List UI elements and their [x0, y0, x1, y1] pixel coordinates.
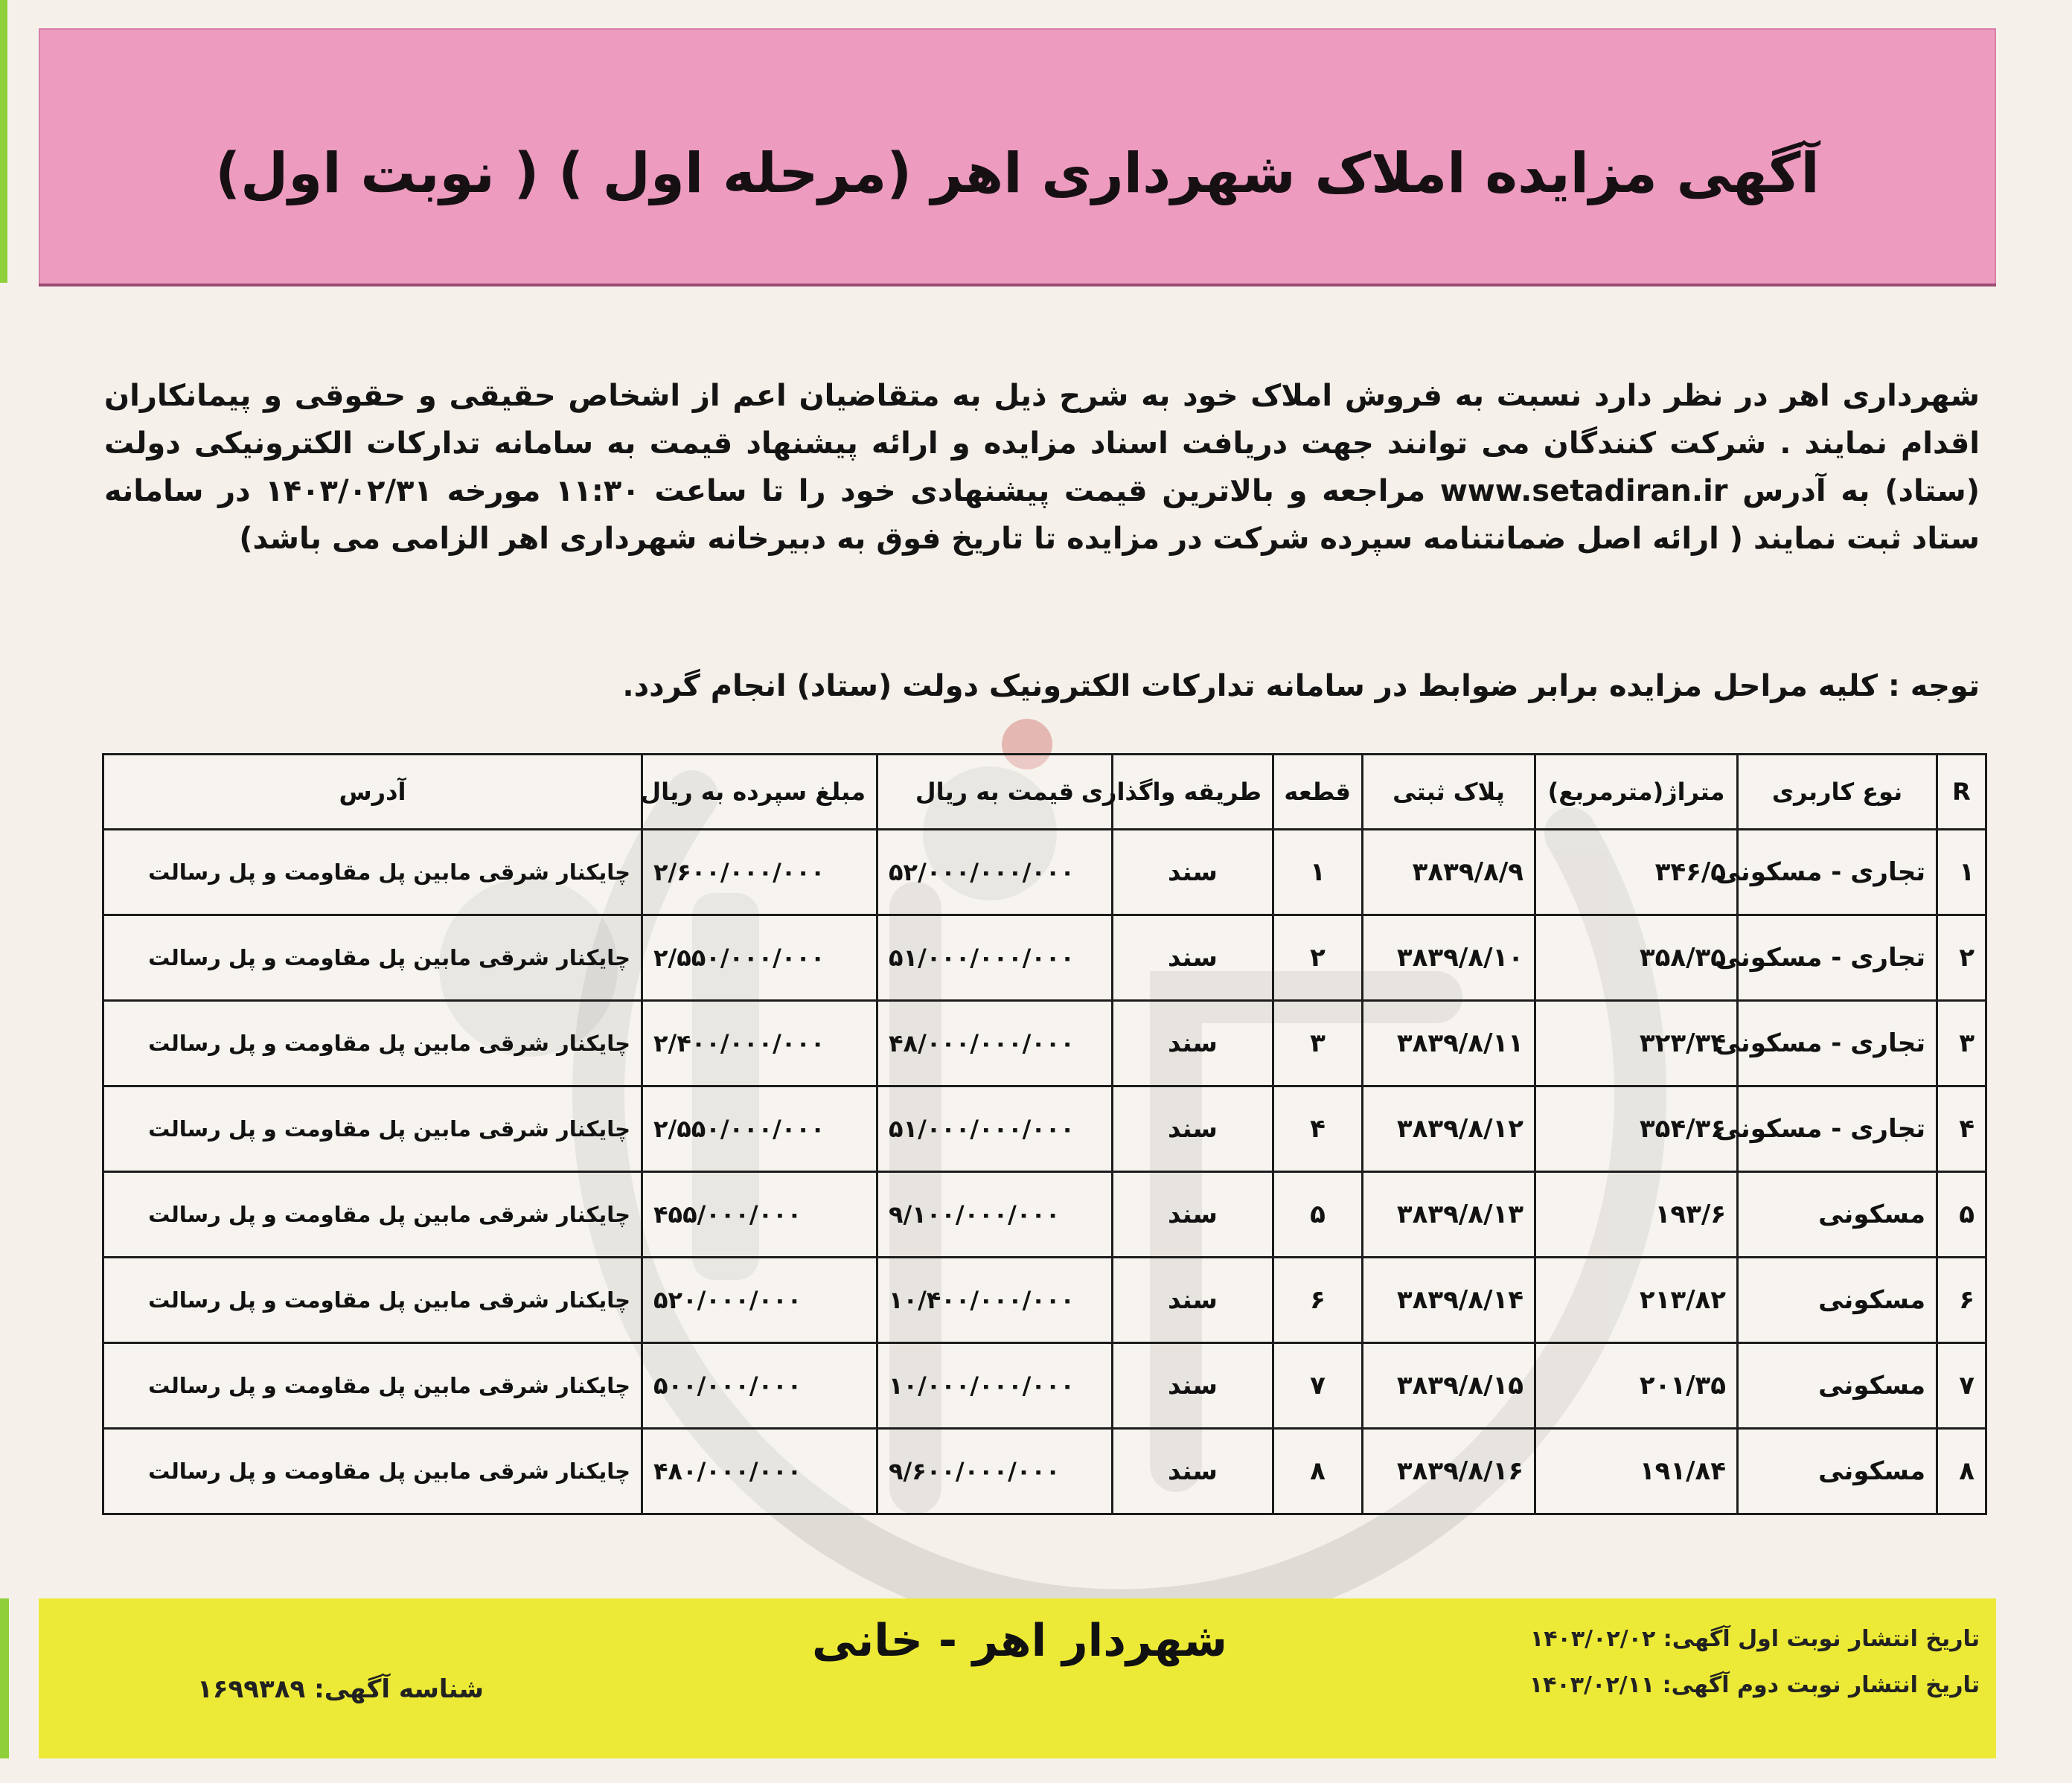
cell-price: ۱۰/۴۰۰/۰۰۰/۰۰۰ — [877, 1258, 1113, 1343]
cell-price: ۱۰/۰۰۰/۰۰۰/۰۰۰ — [877, 1343, 1113, 1429]
cell-plaque: ۳۸۳۹/۸/۹ — [1363, 830, 1535, 915]
cell-usage: تجاری - مسکونی — [1738, 830, 1937, 915]
cell-deposit: ۴۸۰/۰۰۰/۰۰۰ — [642, 1429, 877, 1514]
table-row — [103, 1343, 1986, 1429]
cell-lot: ۸ — [1273, 1429, 1363, 1514]
cell-address: چایکنار شرقی مابین پل مقاومت و پل رسالت — [103, 1172, 642, 1258]
table-row — [103, 1258, 1986, 1343]
auction-table-wrapper — [104, 753, 1987, 1515]
cell-price: ۵۱/۰۰۰/۰۰۰/۰۰۰ — [877, 915, 1113, 1001]
publication-date-second: تاریخ انتشار نوبت دوم آگهی: ۱۴۰۳/۰۲/۱۱ — [1529, 1672, 1980, 1698]
cell-r: ۶ — [1937, 1258, 1986, 1343]
cell-area: ۳۵۸/۳۵ — [1535, 915, 1738, 1001]
cell-method: سند — [1113, 1001, 1273, 1086]
cell-lot: ۴ — [1273, 1086, 1363, 1172]
cell-r: ۱ — [1937, 830, 1986, 915]
header-plaque: پلاک ثبتی — [1363, 755, 1535, 830]
cell-r: ۴ — [1937, 1086, 1986, 1172]
header-usage: نوع کاربری — [1738, 755, 1937, 830]
cell-plaque: ۳۸۳۹/۸/۱۶ — [1363, 1429, 1535, 1514]
cell-deposit: ۴۵۵/۰۰۰/۰۰۰ — [642, 1172, 877, 1258]
cell-method: سند — [1113, 915, 1273, 1001]
cell-r: ۳ — [1937, 1001, 1986, 1086]
cell-address: چایکنار شرقی مابین پل مقاومت و پل رسالت — [103, 1343, 642, 1429]
cell-lot: ۱ — [1273, 830, 1363, 915]
cell-address: چایکنار شرقی مابین پل مقاومت و پل رسالت — [103, 830, 642, 915]
header-price: قیمت به ریال — [877, 755, 1113, 830]
table-row — [103, 1429, 1986, 1514]
cell-usage: مسکونی — [1738, 1343, 1937, 1429]
accent-strip-top — [0, 0, 7, 283]
cell-address: چایکنار شرقی مابین پل مقاومت و پل رسالت — [103, 915, 642, 1001]
cell-deposit: ۵۰۰/۰۰۰/۰۰۰ — [642, 1343, 877, 1429]
cell-price: ۹/۶۰۰/۰۰۰/۰۰۰ — [877, 1429, 1113, 1514]
cell-usage: تجاری - مسکونی — [1738, 1001, 1937, 1086]
header-rule — [39, 284, 1996, 287]
cell-usage: مسکونی — [1738, 1429, 1937, 1514]
cell-deposit: ۲/۶۰۰/۰۰۰/۰۰۰ — [642, 830, 877, 915]
cell-plaque: ۳۸۳۹/۸/۱۱ — [1363, 1001, 1535, 1086]
cell-address: چایکنار شرقی مابین پل مقاومت و پل رسالت — [103, 1086, 642, 1172]
cell-usage: مسکونی — [1738, 1172, 1937, 1258]
cell-deposit: ۲/۵۵۰/۰۰۰/۰۰۰ — [642, 1086, 877, 1172]
auction-table-body — [103, 830, 1986, 1514]
cell-plaque: ۳۸۳۹/۸/۱۵ — [1363, 1343, 1535, 1429]
cell-lot: ۷ — [1273, 1343, 1363, 1429]
header-deposit: مبلغ سپرده به ریال — [642, 755, 877, 830]
intro-paragraph — [104, 372, 1980, 563]
cell-area: ۲۰۱/۳۵ — [1535, 1343, 1738, 1429]
accent-strip-bottom — [0, 1598, 9, 1758]
cell-r: ۷ — [1937, 1343, 1986, 1429]
table-row — [103, 1001, 1986, 1086]
cell-method: سند — [1113, 1086, 1273, 1172]
cell-method: سند — [1113, 1429, 1273, 1514]
header-lot: قطعه — [1273, 755, 1363, 830]
cell-address: چایکنار شرقی مابین پل مقاومت و پل رسالت — [103, 1429, 642, 1514]
table-row — [103, 1172, 1986, 1258]
cell-method: سند — [1113, 1258, 1273, 1343]
mayor-signature: شهردار اهر - خانی — [812, 1615, 1227, 1667]
header-r: R — [1937, 755, 1986, 830]
note-line: توجه : کلیه مراحل مزایده برابر ضوابط در سامانه تدارکات الکترونیک دولت (ستاد) انجام گردد. — [622, 669, 1980, 703]
cell-usage: تجاری - مسکونی — [1738, 915, 1937, 1001]
cell-price: ۹/۱۰۰/۰۰۰/۰۰۰ — [877, 1172, 1113, 1258]
cell-lot: ۵ — [1273, 1172, 1363, 1258]
header-method: طریقه واگذاری — [1113, 755, 1273, 830]
cell-price: ۵۲/۰۰۰/۰۰۰/۰۰۰ — [877, 830, 1113, 915]
cell-method: سند — [1113, 1172, 1273, 1258]
cell-address: چایکنار شرقی مابین پل مقاومت و پل رسالت — [103, 1001, 642, 1086]
intro-text-part2: مراجعه و بالاترین قیمت پیشنهادی خود را تا ساعت ۱۱:۳۰ مورخه ۱۴۰۳/۰۲/۳۱ در سامانه ستاد ثبت نمایند ( ارائه اصل ضمانتنامه سپرده شرکت در مزایده تا تاریخ فوق به دبیرخانه شهرداری اهر الزامی می باشد) — [104, 474, 1980, 556]
cell-lot: ۶ — [1273, 1258, 1363, 1343]
header-address: آدرس — [103, 755, 642, 830]
header-area: متراژ(مترمربع) — [1535, 755, 1738, 830]
publication-dates — [1503, 1616, 1980, 1709]
intro-text-part1: شهرداری اهر در نظر دارد نسبت به فروش املاک خود به شرح ذیل به متقاضیان اعم از اشخاص حقیقی و حقوقی و پیمانکاران اقدام نمایند . شرکت کنندگان می توانند جهت دریافت اسناد مزایده و ارائه پیشنهاد قیمت به سامانه تدارکات الکترونیکی دولت (ستاد) به آدرس — [104, 379, 1980, 508]
table-row — [103, 1086, 1986, 1172]
table-header-row — [103, 755, 1986, 830]
cell-method: سند — [1113, 830, 1273, 915]
cell-area: ۳۴۶/۵ — [1535, 830, 1738, 915]
cell-lot: ۳ — [1273, 1001, 1363, 1086]
cell-r: ۵ — [1937, 1172, 1986, 1258]
cell-deposit: ۲/۴۰۰/۰۰۰/۰۰۰ — [642, 1001, 877, 1086]
cell-area: ۳۵۴/۳۶ — [1535, 1086, 1738, 1172]
cell-r: ۸ — [1937, 1429, 1986, 1514]
cell-plaque: ۳۸۳۹/۸/۱۴ — [1363, 1258, 1535, 1343]
publication-date-first: تاریخ انتشار نوبت اول آگهی: ۱۴۰۳/۰۲/۰۲ — [1529, 1626, 1980, 1652]
cell-address: چایکنار شرقی مابین پل مقاومت و پل رسالت — [103, 1258, 642, 1343]
cell-usage: تجاری - مسکونی — [1738, 1086, 1937, 1172]
cell-price: ۴۸/۰۰۰/۰۰۰/۰۰۰ — [877, 1001, 1113, 1086]
cell-area: ۳۲۳/۳۴ — [1535, 1001, 1738, 1086]
header-band — [39, 28, 1996, 285]
cell-deposit: ۲/۵۵۰/۰۰۰/۰۰۰ — [642, 915, 877, 1001]
table-row — [103, 830, 1986, 915]
cell-area: ۲۱۳/۸۲ — [1535, 1258, 1738, 1343]
cell-area: ۱۹۳/۶ — [1535, 1172, 1738, 1258]
cell-r: ۲ — [1937, 915, 1986, 1001]
ad-id: شناسه آگهی: ۱۶۹۹۳۸۹ — [197, 1674, 484, 1704]
setad-url: www.setadiran.ir — [1439, 474, 1728, 508]
table-row — [103, 915, 1986, 1001]
cell-area: ۱۹۱/۸۴ — [1535, 1429, 1738, 1514]
cell-plaque: ۳۸۳۹/۸/۱۰ — [1363, 915, 1535, 1001]
page-title: آگهی مزایده املاک شهرداری اهر (مرحله اول ) ( نوبت اول) — [215, 141, 1820, 205]
cell-method: سند — [1113, 1343, 1273, 1429]
cell-deposit: ۵۲۰/۰۰۰/۰۰۰ — [642, 1258, 877, 1343]
cell-price: ۵۱/۰۰۰/۰۰۰/۰۰۰ — [877, 1086, 1113, 1172]
cell-plaque: ۳۸۳۹/۸/۱۲ — [1363, 1086, 1535, 1172]
auction-table — [102, 753, 1987, 1515]
cell-plaque: ۳۸۳۹/۸/۱۳ — [1363, 1172, 1535, 1258]
cell-lot: ۲ — [1273, 915, 1363, 1001]
cell-usage: مسکونی — [1738, 1258, 1937, 1343]
